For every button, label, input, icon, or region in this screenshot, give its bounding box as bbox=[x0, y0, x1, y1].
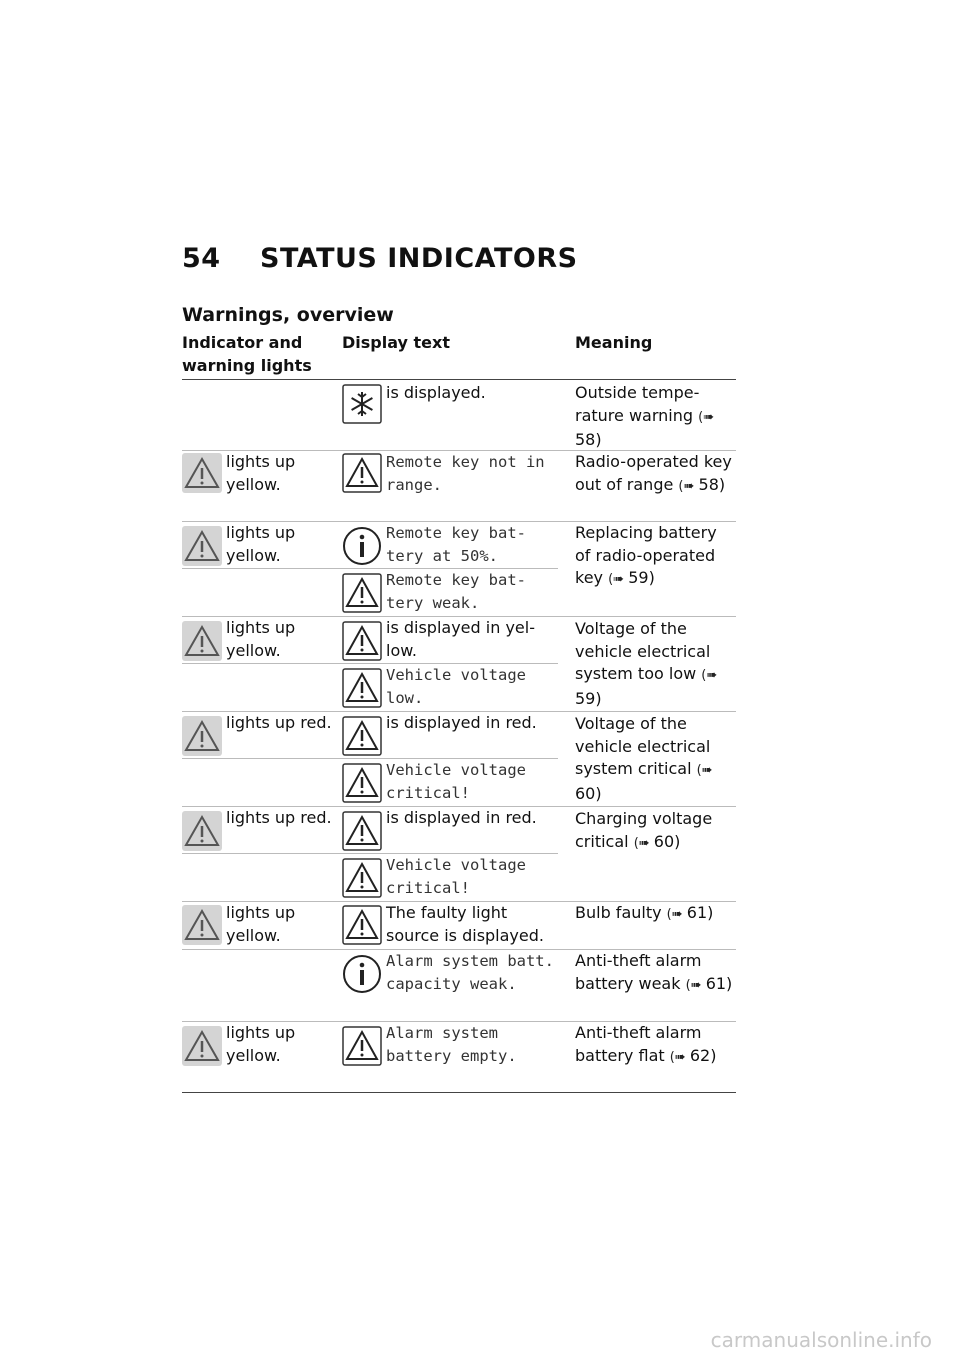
warning-triangle-icon bbox=[342, 858, 382, 898]
display-text: The faulty light source is displayed. bbox=[386, 903, 544, 945]
meaning-text: Anti-theft alarm battery weak (➠ 61) bbox=[575, 951, 733, 993]
page-reference[interactable]: 59 bbox=[575, 688, 596, 708]
meaning-text: Replacing battery of radio-operated key (➠ 59) bbox=[575, 523, 717, 587]
page-reference[interactable]: 60 bbox=[575, 783, 596, 803]
display-text: Remote key bat-tery at 50%. bbox=[386, 524, 526, 565]
column-header-meaning: Meaning bbox=[575, 333, 653, 352]
page-reference[interactable]: 58 bbox=[698, 474, 719, 494]
page-header bbox=[182, 243, 578, 274]
table-row bbox=[182, 902, 736, 950]
column-header-indicator: Indicator and warning lights bbox=[182, 333, 312, 375]
warning-triangle-icon bbox=[342, 573, 382, 613]
page-reference[interactable]: 61 bbox=[686, 903, 708, 922]
table-row bbox=[182, 807, 736, 902]
table-row bbox=[182, 380, 736, 451]
info-icon bbox=[342, 526, 382, 566]
warning-triangle-icon bbox=[182, 716, 222, 756]
display-text-secondary: Remote key bat-tery weak. bbox=[386, 571, 526, 612]
table-row bbox=[182, 451, 736, 522]
indicator-text: lights up yellow. bbox=[226, 1023, 296, 1065]
page-reference[interactable]: 62 bbox=[689, 1045, 711, 1065]
warning-triangle-icon bbox=[182, 811, 222, 851]
warning-triangle-icon bbox=[182, 453, 222, 493]
display-text: Alarm system battery empty. bbox=[386, 1024, 517, 1065]
warning-triangle-icon bbox=[182, 621, 222, 661]
meaning-text: Anti-theft alarm battery flat (➠ 62) bbox=[575, 1023, 717, 1065]
display-text: Remote key not in range. bbox=[386, 453, 545, 494]
warning-triangle-icon bbox=[182, 905, 222, 945]
display-text: is displayed in yel-low. bbox=[386, 618, 535, 660]
snowflake-icon bbox=[342, 384, 382, 424]
warning-triangle-icon bbox=[182, 1026, 222, 1066]
table-row bbox=[182, 522, 736, 617]
table-row bbox=[182, 1022, 736, 1092]
warnings-table bbox=[182, 379, 736, 1093]
display-text: is displayed. bbox=[386, 383, 486, 402]
meaning-text: Voltage of the vehicle electrical system critical (➠ 60) bbox=[575, 714, 713, 803]
warning-triangle-icon bbox=[342, 763, 382, 803]
page-reference[interactable]: 61 bbox=[705, 973, 727, 993]
page-reference[interactable]: 60 bbox=[653, 831, 675, 851]
indicator-text: lights up yellow. bbox=[226, 618, 296, 660]
meaning-text: Charging voltage critical (➠ 60) bbox=[575, 809, 713, 851]
display-text: is displayed in red. bbox=[386, 713, 537, 732]
meaning-text: Outside tempe-rature warning (➠ 58) bbox=[575, 383, 715, 449]
page-number: 54 bbox=[182, 243, 221, 274]
meaning-text: Radio-operated key out of range (➠ 58) bbox=[575, 452, 732, 494]
warning-triangle-icon bbox=[342, 453, 382, 493]
warning-triangle-icon bbox=[342, 621, 382, 661]
chapter-title: STATUS INDICATORS bbox=[260, 243, 578, 274]
info-icon bbox=[342, 954, 382, 994]
page-reference[interactable]: 58 bbox=[575, 430, 596, 449]
warning-triangle-icon bbox=[342, 905, 382, 945]
table-row bbox=[182, 950, 736, 1022]
display-text-secondary: Vehicle voltage low. bbox=[386, 666, 526, 707]
meaning-text: Bulb faulty (➠ 61) bbox=[575, 903, 714, 922]
display-text-secondary: Vehicle voltage critical! bbox=[386, 761, 526, 802]
warning-triangle-icon bbox=[342, 1026, 382, 1066]
table-row bbox=[182, 712, 736, 807]
table-row bbox=[182, 617, 736, 712]
indicator-text: lights up red. bbox=[226, 713, 332, 732]
indicator-text: lights up yellow. bbox=[226, 523, 296, 565]
page-reference[interactable]: 59 bbox=[628, 568, 649, 587]
display-text: is displayed in red. bbox=[386, 808, 537, 827]
indicator-text: lights up yellow. bbox=[226, 452, 296, 494]
section-title: Warnings, overview bbox=[182, 304, 394, 326]
display-text-secondary: Vehicle voltage critical! bbox=[386, 856, 526, 897]
warning-triangle-icon bbox=[342, 668, 382, 708]
indicator-text: lights up yellow. bbox=[226, 903, 296, 945]
display-text: Alarm system batt. capacity weak. bbox=[386, 952, 554, 993]
indicator-text: lights up red. bbox=[226, 808, 332, 827]
meaning-text: Voltage of the vehicle electrical system too low (➠ 59) bbox=[575, 619, 718, 708]
watermark: carmanualsonline.info bbox=[710, 1328, 932, 1352]
warning-triangle-icon bbox=[342, 811, 382, 851]
warning-triangle-icon bbox=[182, 526, 222, 566]
column-header-display: Display text bbox=[342, 333, 450, 352]
warning-triangle-icon bbox=[342, 716, 382, 756]
